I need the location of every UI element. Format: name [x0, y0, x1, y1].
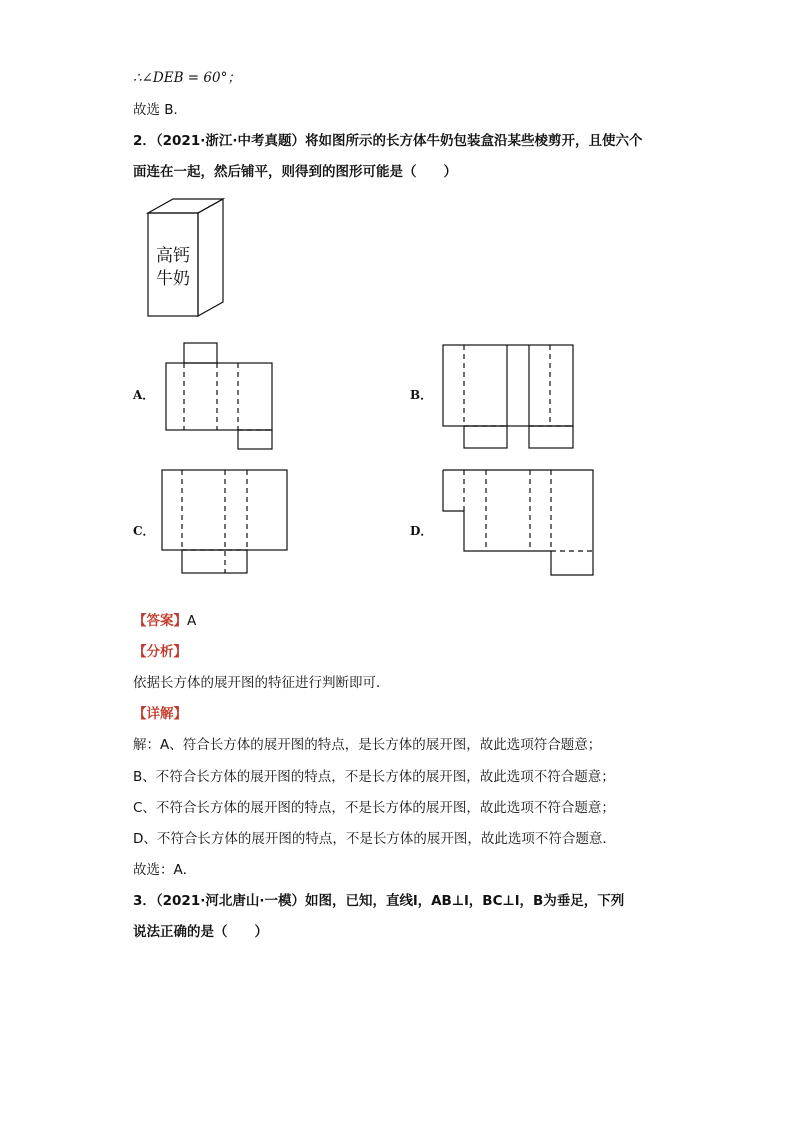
option-d-label: D．	[410, 524, 433, 538]
q3-stem-line-1: 3．（2021·河北唐山·一模）如图，已知，直线l，AB⊥l，BC⊥l，B为垂足，下列	[133, 893, 625, 909]
box-label-line-2: 牛奶	[156, 269, 190, 289]
q2-stem-line-2: 面连在一起，然后铺平，则得到的图形可能是（ ）	[133, 164, 457, 180]
net-c-figure	[162, 469, 288, 575]
option-a-label: A．	[133, 388, 155, 402]
choose-a-line: 故选：A．	[133, 862, 197, 878]
box-side-face	[198, 199, 223, 316]
analysis-tag: 【分析】	[133, 644, 187, 660]
detail-tag: 【详解】	[133, 706, 187, 722]
detail-line-1: 解：A、符合长方体的展开图的特点，是长方体的展开图，故此选项符合题意；	[133, 737, 602, 753]
analysis-text: 依据长方体的展开图的特征进行判断即可．	[133, 675, 390, 691]
box-top-face	[148, 199, 223, 213]
net-b-figure	[443, 345, 573, 450]
answer-value: A	[187, 613, 197, 629]
detail-line-4: D、不符合长方体的展开图的特点，不是长方体的展开图，故此选项不符合题意．	[133, 831, 616, 847]
answer-tag: 【答案】	[133, 613, 187, 629]
milk-box-figure	[148, 199, 228, 319]
choose-b-line: 故选 B．	[133, 102, 188, 118]
q2-stem-line-1: 2．（2021·浙江·中考真题）将如图所示的长方体牛奶包装盒沿某些棱剪开，且使六个	[133, 133, 643, 149]
detail-line-2: B、不符合长方体的展开图的特点，不是长方体的展开图，故此选项不符合题意；	[133, 769, 615, 785]
q3-stem-line-2: 说法正确的是（ ）	[133, 924, 268, 940]
net-a-figure	[166, 342, 272, 450]
detail-line-3: C、不符合长方体的展开图的特点，不是长方体的展开图，故此选项不符合题意；	[133, 800, 615, 816]
option-b-label: B．	[410, 388, 433, 402]
option-c-label: C．	[133, 524, 155, 538]
box-label-line-1: 高钙	[156, 246, 190, 266]
answer-line	[133, 609, 196, 629]
net-d-figure	[443, 469, 595, 577]
angle-conclusion: ∴∠DEB = 60°；	[133, 70, 241, 86]
